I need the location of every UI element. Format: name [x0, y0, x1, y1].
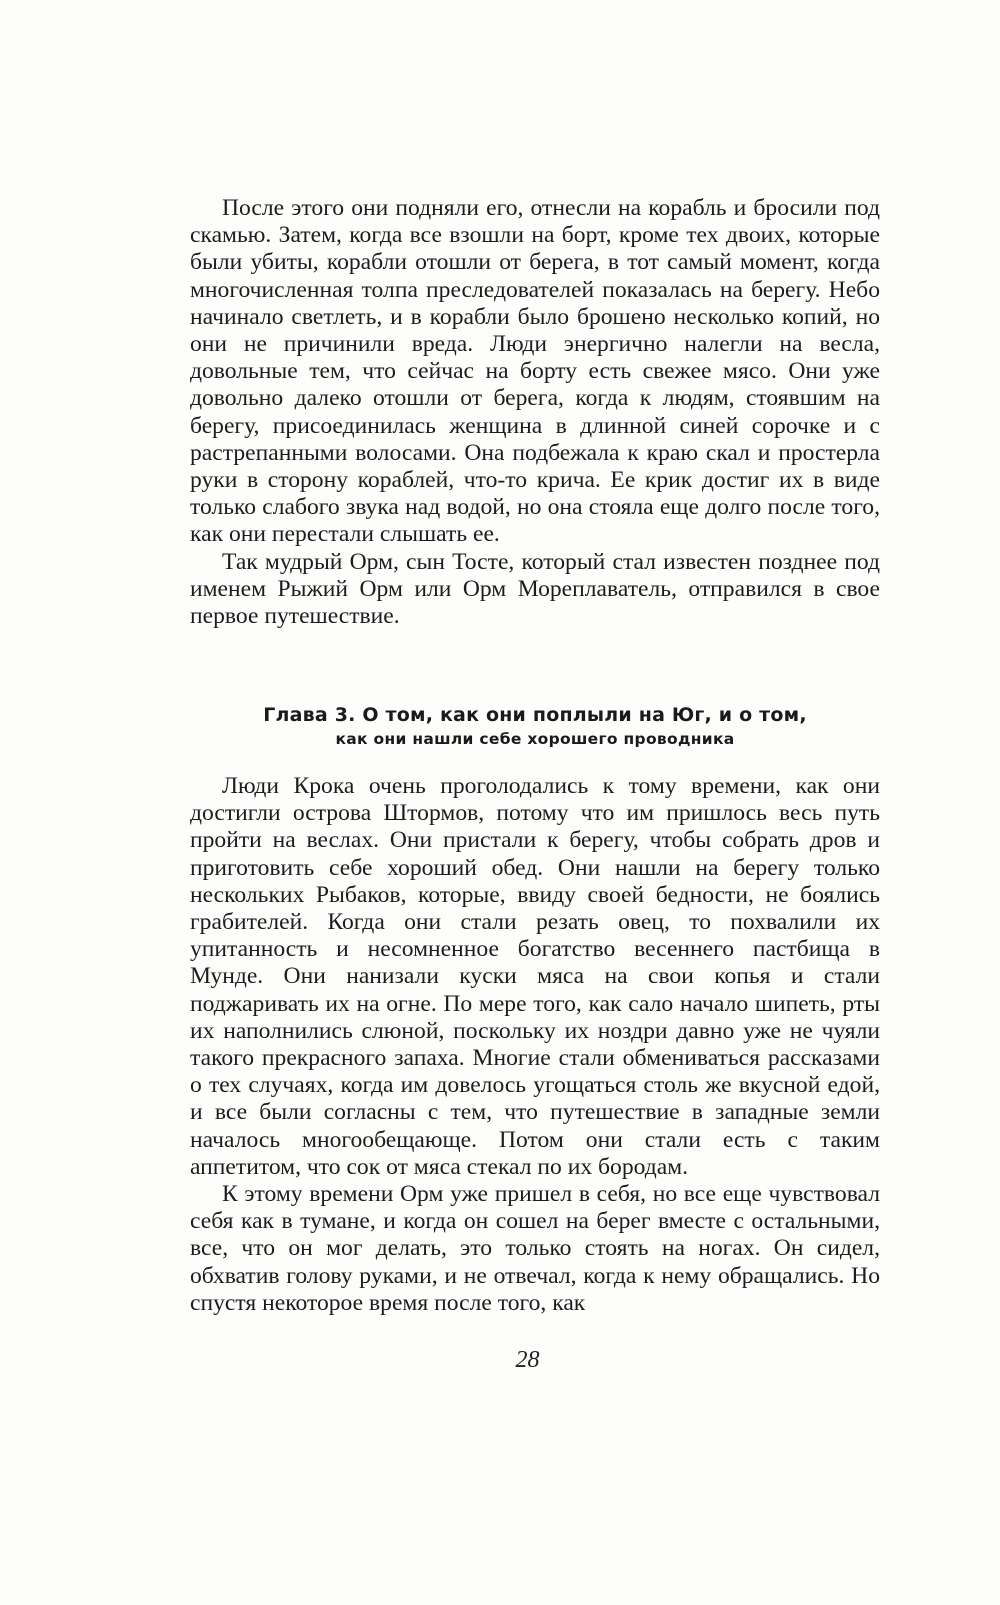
paragraph: После этого они подняли его, отнесли на корабль и бросили под скамью. Затем, когда все взошли на борт, кроме тех двоих, которые были убиты, корабли отошли от берега, в тот самый момент, когда многочисленная толпа преследователей показалась на берегу. Небо начинало светлеть, и в корабли было брошено несколько копий, но они не причинили вреда. Люди энергично налегли на весла, довольные тем, что сейчас на борту есть свежее мясо. Они уже довольно далеко отошли от берега, когда к людям, стоявшим на берегу, присоединилась женщина в длинной синей сорочке и с растрепанными волосами. Она подбежала к краю скал и простерла руки в сторону кораблей, что-то крича. Ее крик достиг их в виде только слабого звука над водой, но она стояла еще долго после того, как они перестали слышать ее. [190, 195, 880, 548]
chapter-heading-line2: как они нашли себе хорошего проводника [335, 730, 735, 748]
paragraph: Так мудрый Орм, сын Тосте, который стал известен позднее под именем Рыжий Орм или Орм Мореплаватель, отправился в свое первое путешествие. [190, 548, 880, 630]
paragraph: Люди Крока очень проголодались к тому времени, как они достигли острова Штормов, потому что им пришлось весь путь пройти на веслах. Они пристали к берегу, чтобы собрать дров и приготовить себе хороший обед. Они нашли на берегу только нескольких Рыбаков, которые, ввиду своей бедности, не боялись грабителей. Когда они стали резать овец, то похвалили их упитанность и несомненное богатство весеннего пастбища в Мунде. Они нанизали куски мяса на свои копья и стали поджаривать их на огне. По мере того, как сало начало шипеть, рты их наполнились слюной, поскольку их ноздри давно уже не чуяли такого прекрасного запаха. Многие стали обмениваться рассказами о тех случаях, когда им довелось угощаться столь же вкусной едой, и все были согласны с тем, что путешествие в западные земли началось многообещающе. Потом они стали есть с таким аппетитом, что сок от мяса стекал по их бородам. [190, 773, 880, 1180]
top-text-block [190, 195, 880, 630]
chapter-heading [190, 702, 880, 750]
chapter-heading-line1: Глава 3. О том, как они поплыли на Юг, и о том, [263, 704, 807, 726]
bottom-text-block [190, 773, 880, 1317]
paragraph: К этому времени Орм уже пришел в себя, но все еще чувствовал себя как в тумане, и когда он сошел на берег вместе с остальными, все, что он мог делать, это только стоять на ногах. Он сидел, обхватив голову руками, и не отвечал, когда к нему обращались. Но спустя некоторое время после того, как [190, 1181, 880, 1316]
page-number: 28 [515, 1347, 540, 1373]
